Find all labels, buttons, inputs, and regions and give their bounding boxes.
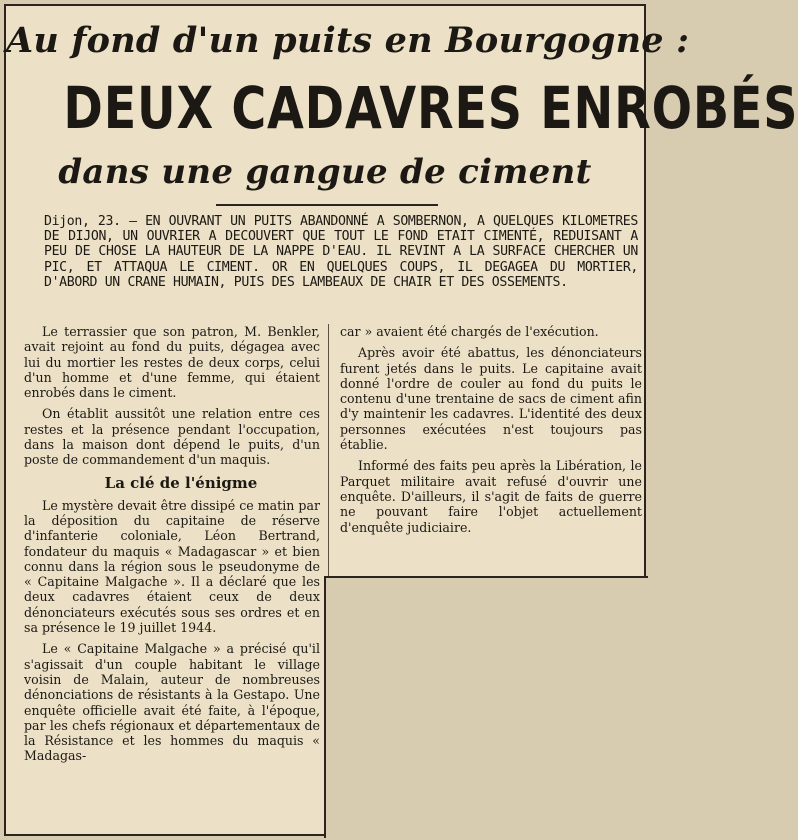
column2-paragraph-1: Après avoir été abattus, les dénonciateurs furent jetés dans le puits. Le capitaine avait donné l'ordre de couler au fond du puits le contenu d'une trentaine de sacs de ciment afin d'y maintenir les cadavres. L'identité des deux personnes exécutées n'est toujours pas établie. [340, 345, 642, 453]
headline-rule [216, 204, 438, 206]
headline-kicker: Au fond d'un puits en Bourgogne : [6, 20, 690, 61]
article-column-2 [340, 324, 642, 541]
lead-paragraph: Dijon, 23. — EN OUVRANT UN PUITS ABANDONNÉ A SOMBERNON, A QUELQUES KILOMETRES DE DIJON, UN OUVRIER A DECOUVERT QUE TOUT LE FOND ETAIT CIMENTÉ, REDUISANT A PEU DE CHOSE LA HAUTEUR DE LA NAPPE D'EAU. IL REVINT A LA SURFACE CHERCHER UN PIC, ET ATTAQUA LE CIMENT. OR EN QUELQUES COUPS, IL DEGAGEA DU MORTIER, D'ABORD UN CRANE HUMAIN, PUIS DES LAMBEAUX DE CHAIR ET DES OSSEMENTS. [44, 214, 638, 290]
subheading: La clé de l'énigme [104, 473, 258, 492]
headline-main: DEUX CADAVRES ENROBÉS [63, 74, 798, 142]
article-column-1 [24, 324, 320, 770]
column2-paragraph-2: Informé des faits peu après la Libération, le Parquet militaire avait refusé d'ouvrir une enquête. D'ailleurs, il s'agit de faits de guerre ne pouvant faire l'objet actuellement d'enquête judiciaire. [340, 458, 642, 535]
column2-paragraph-0: car » avaient été chargés de l'exécution. [340, 324, 599, 339]
headline-deck: dans une gangue de ciment [58, 152, 592, 192]
column1-paragraph-2: On établit aussitôt une relation entre ces restes et la présence pendant l'occupation, dans la maison dont dépend le puits, d'un poste de commandement d'un maquis. [24, 406, 320, 468]
blank-area [324, 576, 648, 838]
column1-paragraph-1: Le terrassier que son patron, M. Benkler, avait rejoint au fond du puits, dégagea avec lui du mortier les restes de deux corps, celui d'un homme et d'une femme, qui étaient enrobés dans le ciment. [24, 324, 320, 401]
column1-paragraph-4: Le « Capitaine Malgache » a précisé qu'il s'agissait d'un couple habitant le village voisin de Malain, auteur de nombreuses dénonciations de résistants à la Gestapo. Une enquête officielle avait été faite, à l'époque, par les chefs régionaux et départementaux de la Résistance et les hommes du maquis « Madagas- [24, 641, 320, 764]
column1-paragraph-3: Le mystère devait être dissipé ce matin par la déposition du capitaine de réserve d'infanterie coloniale, Léon Bertrand, fondateur du maquis « Madagascar » et bien connu dans la région sous le pseudonyme de « Capitaine Malgache ». Il a déclaré que les deux cadavres étaient ceux de deux dénonciateurs exécutés sous ses ordres et en sa présence le 19 juillet 1944. [24, 497, 320, 636]
newspaper-clipping [4, 4, 798, 836]
